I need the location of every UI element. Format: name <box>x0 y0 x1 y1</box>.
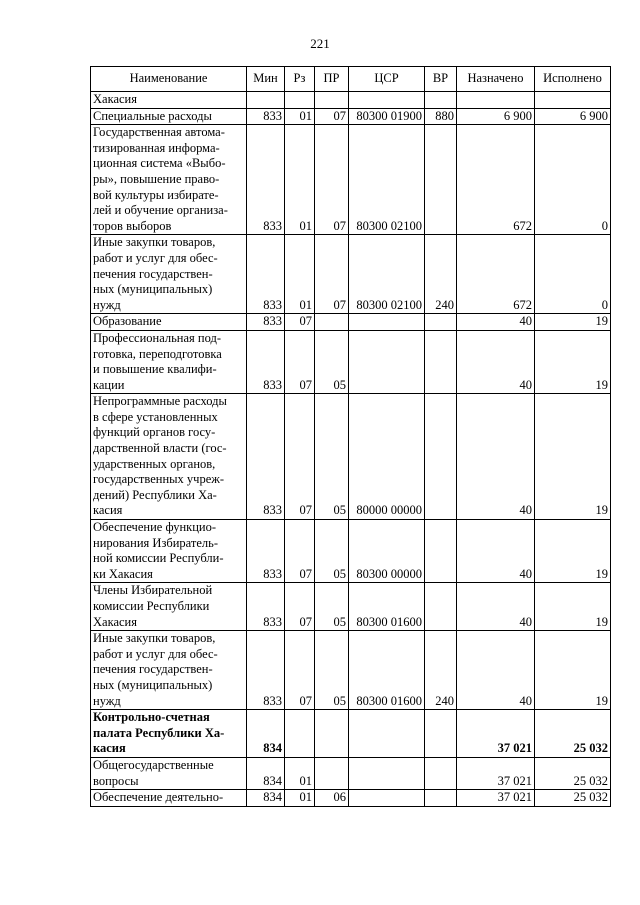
table-row <box>91 790 611 807</box>
table-row <box>91 757 611 789</box>
cell-vr <box>425 790 457 807</box>
cell-csr: 80300 02100 <box>349 125 425 235</box>
table-header-row <box>91 67 611 92</box>
cell-csr <box>349 314 425 331</box>
cell-vr <box>425 583 457 631</box>
cell-rz: 07 <box>285 520 315 583</box>
cell-pr: 05 <box>315 394 349 520</box>
header-executed: Исполнено <box>535 67 611 92</box>
cell-rz <box>285 92 315 109</box>
cell-rz: 07 <box>285 394 315 520</box>
cell-executed: 25 032 <box>535 710 611 758</box>
cell-csr <box>349 92 425 109</box>
cell-rz <box>285 710 315 758</box>
cell-executed: 25 032 <box>535 757 611 789</box>
cell-rz: 01 <box>285 790 315 807</box>
cell-rz: 01 <box>285 235 315 314</box>
header-name: Наименование <box>91 67 247 92</box>
page-number: 221 <box>310 36 330 51</box>
cell-pr <box>315 92 349 109</box>
cell-pr: 05 <box>315 631 349 710</box>
cell-rz: 01 <box>285 125 315 235</box>
cell-min: 833 <box>247 631 285 710</box>
cell-assigned: 37 021 <box>457 710 535 758</box>
cell-assigned: 40 <box>457 394 535 520</box>
cell-vr <box>425 757 457 789</box>
cell-executed: 0 <box>535 125 611 235</box>
cell-assigned: 40 <box>457 520 535 583</box>
cell-min: 833 <box>247 108 285 125</box>
cell-executed: 25 032 <box>535 790 611 807</box>
table-row <box>91 108 611 125</box>
cell-csr: 80300 00000 <box>349 520 425 583</box>
cell-name: Государственная автома- тизированная информа- ционная система «Выбо- ры», повышение право- вой культуры избирате- лей и обучение организа- торов выборов <box>91 125 247 235</box>
cell-min: 833 <box>247 583 285 631</box>
table-row <box>91 92 611 109</box>
cell-pr: 05 <box>315 330 349 393</box>
cell-pr: 07 <box>315 125 349 235</box>
budget-table <box>90 66 611 807</box>
cell-name: Профессиональная под- готовка, переподготовка и повышение квалифи- кации <box>91 330 247 393</box>
cell-assigned <box>457 92 535 109</box>
cell-min: 833 <box>247 394 285 520</box>
cell-csr <box>349 330 425 393</box>
cell-csr: 80300 01900 <box>349 108 425 125</box>
cell-min: 833 <box>247 125 285 235</box>
cell-min: 834 <box>247 757 285 789</box>
cell-vr <box>425 125 457 235</box>
table-row <box>91 520 611 583</box>
cell-min: 833 <box>247 314 285 331</box>
cell-vr <box>425 330 457 393</box>
cell-assigned: 672 <box>457 235 535 314</box>
cell-csr: 80000 00000 <box>349 394 425 520</box>
cell-name: Общегосударственные вопросы <box>91 757 247 789</box>
cell-name: Иные закупки товаров, работ и услуг для обес- печения государствен- ных (муниципальных) нужд <box>91 235 247 314</box>
cell-assigned: 40 <box>457 314 535 331</box>
header-rz: Рз <box>285 67 315 92</box>
cell-name: Обеспечение функцио- нирования Избиратель- ной комиссии Республи- ки Хакасия <box>91 520 247 583</box>
cell-executed: 19 <box>535 314 611 331</box>
table-row <box>91 583 611 631</box>
cell-assigned: 40 <box>457 583 535 631</box>
table-row <box>91 631 611 710</box>
cell-vr <box>425 92 457 109</box>
cell-min: 833 <box>247 235 285 314</box>
cell-pr <box>315 314 349 331</box>
cell-min: 834 <box>247 710 285 758</box>
cell-name: Контрольно-счетная палата Республики Ха- касия <box>91 710 247 758</box>
cell-executed: 0 <box>535 235 611 314</box>
cell-csr: 80300 01600 <box>349 583 425 631</box>
cell-pr: 07 <box>315 235 349 314</box>
cell-rz: 01 <box>285 757 315 789</box>
cell-name: Непрограммные расходы в сфере установленных функций органов госу- дарственной власти (гос- ударственных органов, государственных учреж- дений) Республики Ха- касия <box>91 394 247 520</box>
table-row <box>91 394 611 520</box>
cell-vr: 880 <box>425 108 457 125</box>
cell-rz: 07 <box>285 631 315 710</box>
cell-vr <box>425 314 457 331</box>
cell-csr: 80300 01600 <box>349 631 425 710</box>
cell-assigned: 37 021 <box>457 757 535 789</box>
cell-vr <box>425 394 457 520</box>
header-vr: ВР <box>425 67 457 92</box>
cell-name: Хакасия <box>91 92 247 109</box>
cell-assigned: 672 <box>457 125 535 235</box>
cell-vr: 240 <box>425 235 457 314</box>
cell-pr <box>315 757 349 789</box>
cell-executed <box>535 92 611 109</box>
cell-assigned: 37 021 <box>457 790 535 807</box>
header-csr: ЦСР <box>349 67 425 92</box>
table-row <box>91 710 611 758</box>
cell-name: Специальные расходы <box>91 108 247 125</box>
cell-min: 834 <box>247 790 285 807</box>
header-assigned: Назначено <box>457 67 535 92</box>
cell-min: 833 <box>247 520 285 583</box>
cell-executed: 19 <box>535 520 611 583</box>
cell-assigned: 40 <box>457 330 535 393</box>
cell-csr <box>349 710 425 758</box>
cell-name: Иные закупки товаров, работ и услуг для обес- печения государствен- ных (муниципальных) нужд <box>91 631 247 710</box>
cell-csr <box>349 757 425 789</box>
cell-executed: 19 <box>535 631 611 710</box>
cell-executed: 19 <box>535 583 611 631</box>
cell-executed: 19 <box>535 330 611 393</box>
table-row <box>91 125 611 235</box>
cell-rz: 01 <box>285 108 315 125</box>
cell-name: Образование <box>91 314 247 331</box>
cell-vr <box>425 520 457 583</box>
cell-min <box>247 92 285 109</box>
cell-executed: 19 <box>535 394 611 520</box>
table-row <box>91 330 611 393</box>
cell-assigned: 40 <box>457 631 535 710</box>
header-pr: ПР <box>315 67 349 92</box>
cell-vr <box>425 710 457 758</box>
cell-csr: 80300 02100 <box>349 235 425 314</box>
cell-executed: 6 900 <box>535 108 611 125</box>
cell-csr <box>349 790 425 807</box>
cell-pr: 07 <box>315 108 349 125</box>
cell-pr: 05 <box>315 520 349 583</box>
cell-rz: 07 <box>285 583 315 631</box>
cell-pr: 06 <box>315 790 349 807</box>
cell-assigned: 6 900 <box>457 108 535 125</box>
cell-name: Члены Избирательной комиссии Республики Хакасия <box>91 583 247 631</box>
cell-vr: 240 <box>425 631 457 710</box>
table-row <box>91 314 611 331</box>
cell-name: Обеспечение деятельно- <box>91 790 247 807</box>
header-min: Мин <box>247 67 285 92</box>
cell-pr <box>315 710 349 758</box>
cell-rz: 07 <box>285 330 315 393</box>
cell-rz: 07 <box>285 314 315 331</box>
table-row <box>91 235 611 314</box>
cell-min: 833 <box>247 330 285 393</box>
cell-pr: 05 <box>315 583 349 631</box>
